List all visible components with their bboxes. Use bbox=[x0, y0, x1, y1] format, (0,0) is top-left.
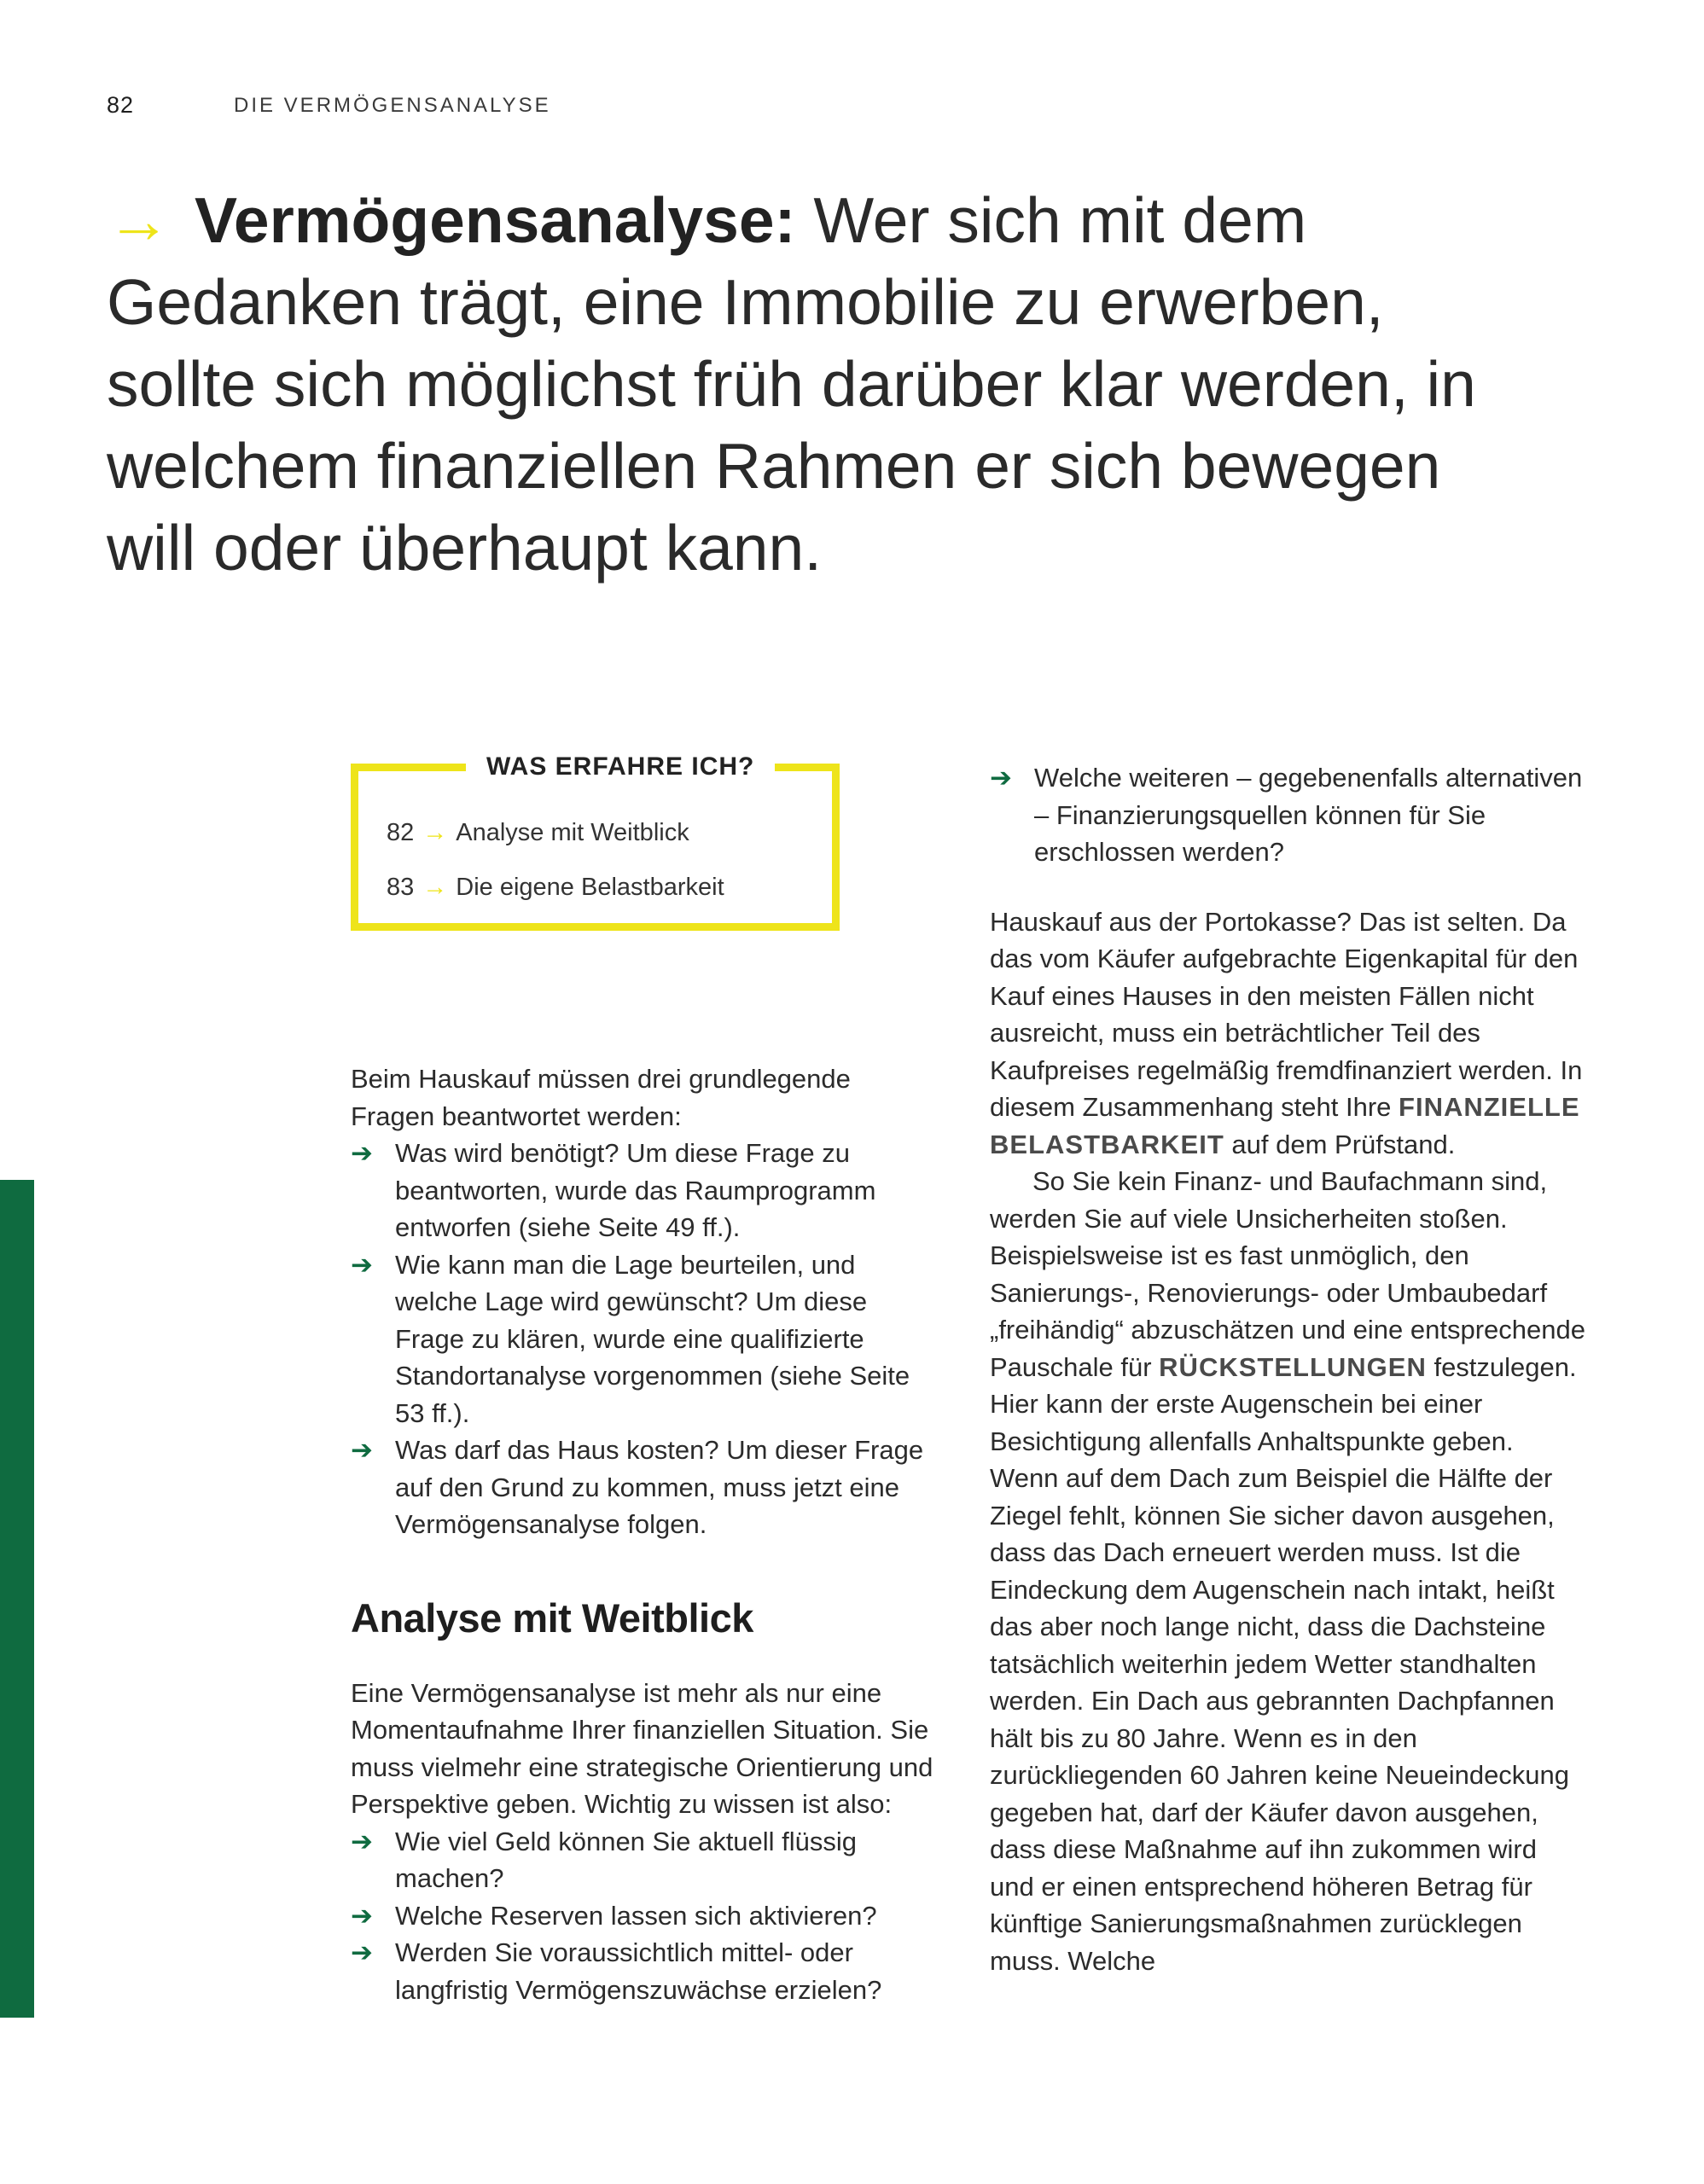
paragraph: Beim Hauskauf müssen drei grundlegende Fragen beantwortet werden: bbox=[351, 1064, 851, 1131]
left-column bbox=[351, 1060, 939, 2008]
arrow-right-icon: → bbox=[422, 819, 448, 846]
list-item bbox=[351, 1135, 939, 1246]
question-list bbox=[351, 1823, 939, 2009]
arrow-bullet-icon: ➔ bbox=[351, 1826, 373, 1856]
arrow-bullet-icon: ➔ bbox=[351, 1138, 373, 1168]
paragraph bbox=[990, 1163, 1587, 1979]
list-item-text: Was darf das Haus kosten? Um dieser Frage auf den Grund zu kommen, muss jetzt eine Vermögensanalyse folgen. bbox=[395, 1435, 924, 1539]
right-column bbox=[990, 759, 1587, 1979]
list-item bbox=[351, 1246, 939, 1432]
intro-statement bbox=[107, 179, 1506, 589]
glossary-term[interactable]: RÜCKSTELLUNGEN bbox=[1159, 1351, 1427, 1382]
running-head: DIE VERMÖGENSANALYSE bbox=[234, 94, 551, 117]
paragraph-text: auf dem Prüfstand. bbox=[1224, 1129, 1456, 1159]
list-item-text: Was wird benötigt? Um diese Frage zu beantworten, wurde das Raumprogramm entworfen (siehe Seite 49 ff.). bbox=[395, 1138, 876, 1242]
arrow-bullet-icon: ➔ bbox=[351, 1937, 373, 1967]
page-number: 82 bbox=[107, 92, 135, 118]
list-item bbox=[351, 1823, 939, 1897]
paragraph: Eine Vermögensanalyse ist mehr als nur eine Momentaufnahme Ihrer finanziellen Situation. Sie muss vielmehr eine strategische Orientierung und Perspektive geben. Wichtig zu wissen ist also: bbox=[351, 1677, 933, 1819]
toc-label: Die eigene Belastbarkeit bbox=[456, 874, 724, 901]
arrow-right-icon: → bbox=[422, 874, 448, 901]
question-list bbox=[990, 759, 1587, 871]
paragraph-text: festzulegen. Hier kann der erste Augenschein bei einer Besichtigung allenfalls Anhaltspunkte geben. Wenn auf dem Dach zum Beispiel die Hälfte der Ziegel fehlt, können Sie sicher davon ausgehen, dass das Dach erneuert werden muss. Ist die Eindeckung dem Augenschein nach intakt, heißt das aber noch lange nicht, dass die Dachsteine tatsächlich weiterhin jedem Wetter standhalten werden. Ein Dach aus gebrannten Dachpfannen hält bis zu 80 Jahre. Wenn es in den zurückliegenden 60 Jahren keine Neueindeckung gegeben hat, darf der Käufer davon ausgehen, dass diese Maßnahme auf ihn zukommen wird und er einen entsprechend höheren Betrag für künftige Sanierungsmaßnahmen zurücklegen muss. Welche bbox=[990, 1351, 1577, 1976]
list-item bbox=[351, 1432, 939, 1543]
arrow-bullet-icon: ➔ bbox=[351, 1435, 373, 1465]
spacer bbox=[990, 871, 1587, 903]
arrow-right-icon: → bbox=[107, 184, 171, 256]
toc-item[interactable] bbox=[387, 874, 724, 902]
arrow-bullet-icon: ➔ bbox=[351, 1249, 373, 1280]
toc-page: 82 bbox=[387, 819, 415, 846]
section-heading: Analyse mit Weitblick bbox=[351, 1594, 753, 1641]
arrow-bullet-icon: ➔ bbox=[990, 763, 1012, 793]
list-item-text: Welche weiteren – gegebenenfalls alternativen – Finanzierungsquellen können für Sie erschlossen werden? bbox=[1034, 763, 1583, 867]
paragraph-text: So Sie kein Finanz- und Baufachmann sind, werden Sie auf viele Unsicherheiten stoßen. Beispielsweise ist es fast unmöglich, den Sanierungs-, Renovierungs- oder Umbaubedarf „freihändig“ abzuschätzen und eine entsprechende Pauschale für bbox=[990, 1166, 1585, 1382]
intro-text: Wer sich mit dem Gedanken trägt, eine Immobilie zu erwerben, sollte sich möglichst früh darüber klar werden, in welchem finanziellen Rahmen er sich bewegen will oder überhaupt kann. bbox=[107, 184, 1476, 584]
toc-page: 83 bbox=[387, 874, 415, 901]
paragraph-text: Hauskauf aus der Portokasse? Das ist selten. Da das vom Käufer aufgebrachte Eigenkapital für den Kauf eines Hauses in den meisten Fällen nicht ausreicht, muss ein beträchtlicher Teil des Kaufpreises regelmäßig fremdfinanziert werden. In diesem Zusammenhang steht Ihre bbox=[990, 906, 1583, 1122]
list-item bbox=[351, 1934, 939, 2008]
list-item-text: Werden Sie voraussichtlich mittel- oder langfristig Vermögenszuwächse erzielen? bbox=[395, 1937, 882, 2005]
question-list bbox=[351, 1135, 939, 1543]
list-item-text: Wie viel Geld können Sie aktuell flüssig machen? bbox=[395, 1826, 858, 1893]
list-item bbox=[990, 759, 1587, 871]
toc-label: Analyse mit Weitblick bbox=[456, 819, 689, 846]
toc-item[interactable] bbox=[387, 819, 689, 847]
toc-title: WAS ERFAHRE ICH? bbox=[466, 752, 775, 781]
paragraph bbox=[990, 903, 1587, 1164]
list-item-text: Wie kann man die Lage beurteilen, und welche Lage wird gewünscht? Um diese Frage zu klären, wurde eine qualifizierte Standortanalyse vorgenommen (siehe Seite 53 ff.). bbox=[395, 1249, 910, 1428]
intro-lead: Vermögensanalyse: bbox=[195, 184, 796, 256]
list-item-text: Welche Reserven lassen sich aktivieren? bbox=[395, 1900, 877, 1931]
side-color-bar bbox=[0, 1180, 34, 2018]
arrow-bullet-icon: ➔ bbox=[351, 1900, 373, 1931]
glossary-term[interactable]: FINANZIELLE BELASTBARKEIT bbox=[990, 1092, 1580, 1159]
toc-box bbox=[351, 752, 840, 931]
list-item bbox=[351, 1897, 939, 1935]
